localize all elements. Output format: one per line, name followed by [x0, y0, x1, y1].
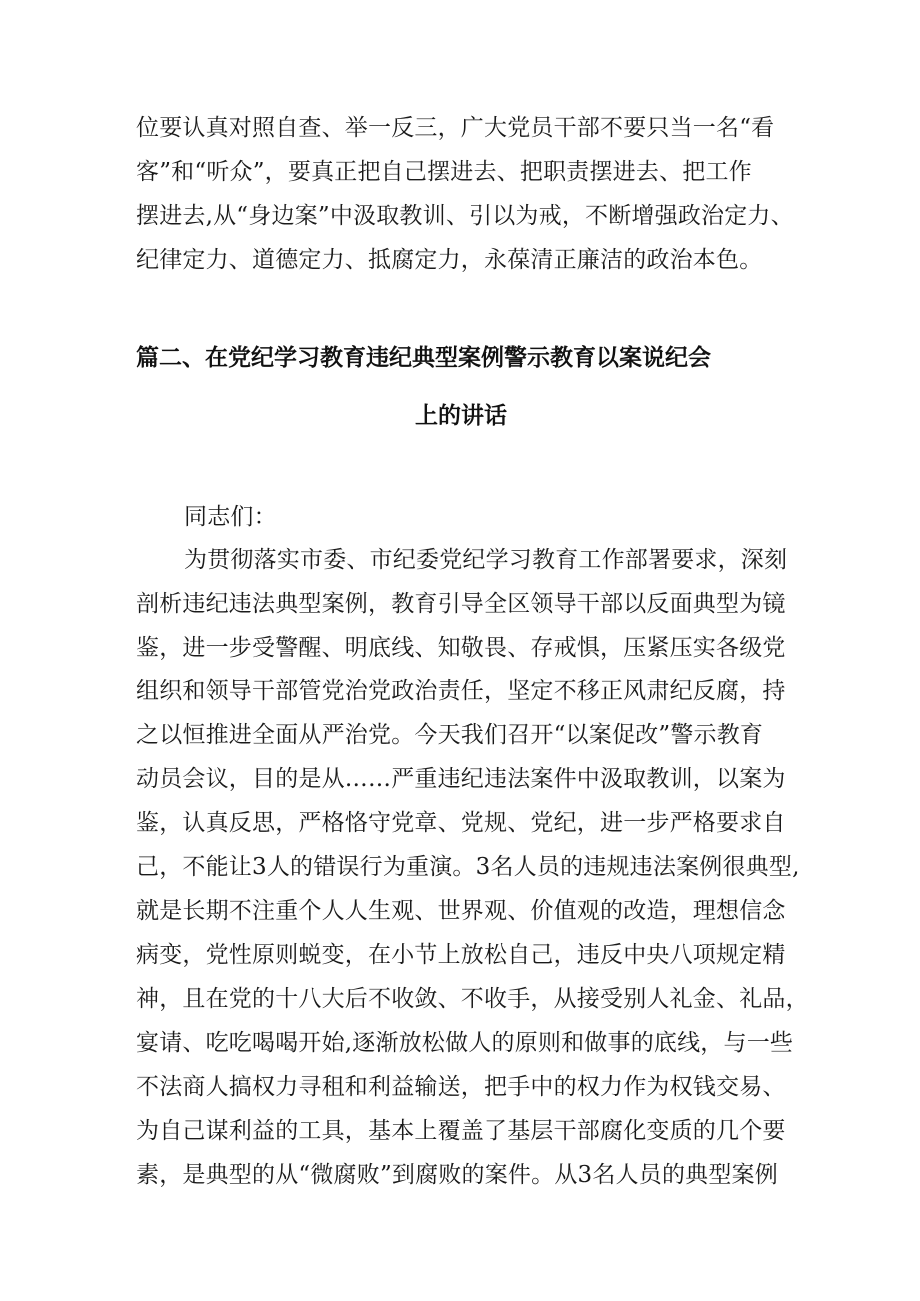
- body-line-13: 不法商人搞权力寻租和利益输送，把手中的权力作为权钱交易、: [136, 1074, 786, 1100]
- body-line-9: 就是长期不注重个人人生观、世界观、价值观的改造，理想信念: [136, 898, 786, 924]
- body-line-11: 神，且在党的十八大后不收敛、不收手，从接受别人礼金、礼品，: [136, 986, 809, 1012]
- body-line-7: 鉴，认真反思，严格恪守党章、党规、党纪，进一步严格要求自: [136, 810, 786, 836]
- body-line-6: 动员会议，目的是从……严重违纪违法案件中汲取教训，以案为: [136, 766, 786, 792]
- section-title-line-1: 篇二、在党纪学习教育违纪典型案例警示教育以案说纪会: [136, 345, 711, 371]
- body-line-4: 组织和领导干部管党治党政治责任，坚定不移正风肃纪反腐，持: [136, 678, 786, 704]
- section-title-line-2: 上的讲话: [415, 403, 507, 429]
- top-paragraph-line-1: 位要认真对照自查、举一反三，广大党员干部不要只当一名“看: [136, 115, 775, 141]
- salutation: 同志们：: [184, 504, 277, 530]
- body-line-10: 病变，党性原则蜕变，在小节上放松自己，违反中央八项规定精: [136, 942, 786, 968]
- body-line-14: 为自己谋利益的工具，基本上覆盖了基层干部腐化变质的几个要: [136, 1118, 786, 1144]
- top-paragraph-line-3: 摆进去,从“身边案”中汲取教训、引以为戒，不断增强政治定力、: [136, 203, 794, 229]
- body-line-3: 鉴，进一步受警醒、明底线、知敬畏、存戒惧，压紧压实各级党: [136, 635, 786, 661]
- body-line-8: 己，不能让3人的错误行为重演。3名人员的违规违法案例很典型,: [136, 854, 800, 880]
- body-line-2: 剖析违纪违法典型案例，教育引导全区领导干部以反面典型为镜: [136, 591, 786, 617]
- top-paragraph-line-4: 纪律定力、道德定力、抵腐定力，永葆清正廉洁的政治本色。: [136, 247, 763, 273]
- body-line-15: 素，是典型的从“微腐败”到腐败的案件。从3名人员的典型案例: [136, 1162, 778, 1188]
- body-line-1: 为贯彻落实市委、市纪委党纪学习教育工作部署要求，深刻: [184, 547, 788, 573]
- body-line-5: 之以恒推进全面从严治党。今天我们召开“以案促改”警示教育: [136, 722, 764, 748]
- body-line-12: 宴请、吃吃喝喝开始,逐渐放松做人的原则和做事的底线，与一些: [136, 1030, 794, 1056]
- top-paragraph-line-2: 客”和“听众”，要真正把自己摆进去、把职责摆进去、把工作: [136, 159, 752, 185]
